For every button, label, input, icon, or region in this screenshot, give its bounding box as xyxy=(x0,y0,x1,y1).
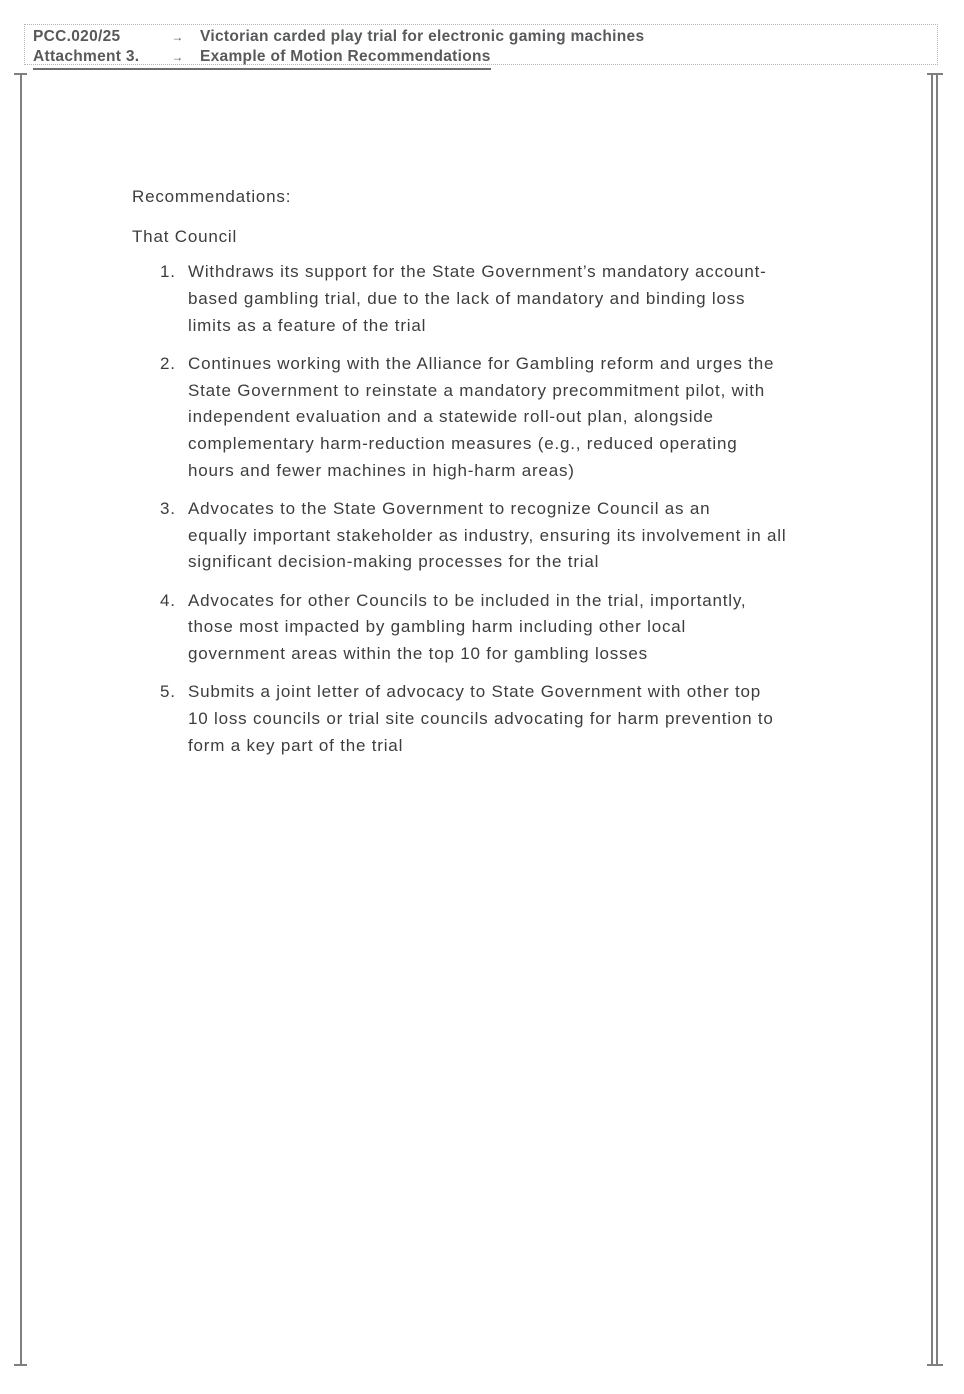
list-item-line: government areas within the top 10 for gambling losses xyxy=(188,644,648,664)
recommendations-list xyxy=(132,259,872,759)
list-item-line: form a key part of the trial xyxy=(188,735,404,755)
marker-bottom-cap xyxy=(14,1364,27,1366)
intro-line: That Council xyxy=(132,226,238,246)
recommendations-heading: Recommendations: xyxy=(132,187,292,206)
list-item xyxy=(160,351,872,485)
list-item-line: State Government to reinstate a mandatory precommitment pilot, with xyxy=(188,380,766,400)
list-item xyxy=(160,496,872,576)
header-ref: PCC.020/25 xyxy=(33,28,121,45)
list-item-line: independent evaluation and a statewide roll-out plan, alongside xyxy=(188,407,714,427)
marker-line xyxy=(20,73,22,1366)
list-item-line: significant decision-making processes for the trial xyxy=(188,552,600,572)
list-item-line: limits as a feature of the trial xyxy=(188,315,427,335)
list-item-number: 4. xyxy=(160,590,176,610)
list-item-line: Advocates to the State Government to recognize Council as an xyxy=(188,499,711,519)
list-item-line: Continues working with the Alliance for Gambling reform and urges the xyxy=(188,354,775,374)
list-item-number: 2. xyxy=(160,354,176,374)
list-item-line: hours and fewer machines in high-harm areas) xyxy=(188,460,575,480)
marker-line xyxy=(936,73,938,1366)
list-item-line: Withdraws its support for the State Government’s mandatory account- xyxy=(188,262,767,282)
list-item-line: Advocates for other Councils to be included in the trial, importantly, xyxy=(188,590,747,610)
list-item-text xyxy=(188,496,786,576)
tab-arrow-icon: → xyxy=(171,30,184,44)
list-item xyxy=(160,679,872,759)
list-item-line: those most impacted by gambling harm including other local xyxy=(188,617,687,637)
list-item-text xyxy=(188,679,774,759)
list-item-line: complementary harm-reduction measures (e.g., reduced operating xyxy=(188,434,738,454)
list-item-number: 5. xyxy=(160,682,176,702)
attachment-header xyxy=(24,24,938,65)
list-item-text xyxy=(188,259,767,339)
header-line-2 xyxy=(33,47,491,70)
list-item xyxy=(160,259,872,339)
list-item-text xyxy=(188,588,746,668)
list-item-line: equally important stakeholder as industry, ensuring its involvement in all xyxy=(188,525,787,545)
tab-arrow-icon: → xyxy=(171,50,184,64)
list-item-number: 1. xyxy=(160,262,176,282)
marker-top-cap xyxy=(927,73,943,75)
list-item-line: 10 loss councils or trial site councils advocating for harm prevention to xyxy=(188,708,774,728)
marker-line xyxy=(931,73,933,1366)
list-item-number: 3. xyxy=(160,499,176,519)
header-title: Example of Motion Recommendations xyxy=(200,48,491,65)
list-item-line: based gambling trial, due to the lack of mandatory and binding loss xyxy=(188,289,746,309)
document-body xyxy=(132,184,872,771)
list-item-line: Submits a joint letter of advocacy to State Government with other top xyxy=(188,682,762,702)
header-ref: Attachment 3. xyxy=(33,48,140,65)
list-item-text xyxy=(188,351,774,485)
marker-bottom-cap xyxy=(927,1364,943,1366)
header-title: Victorian carded play trial for electronic gaming machines xyxy=(200,28,645,45)
list-item xyxy=(160,588,872,668)
header-line-1 xyxy=(33,27,937,47)
